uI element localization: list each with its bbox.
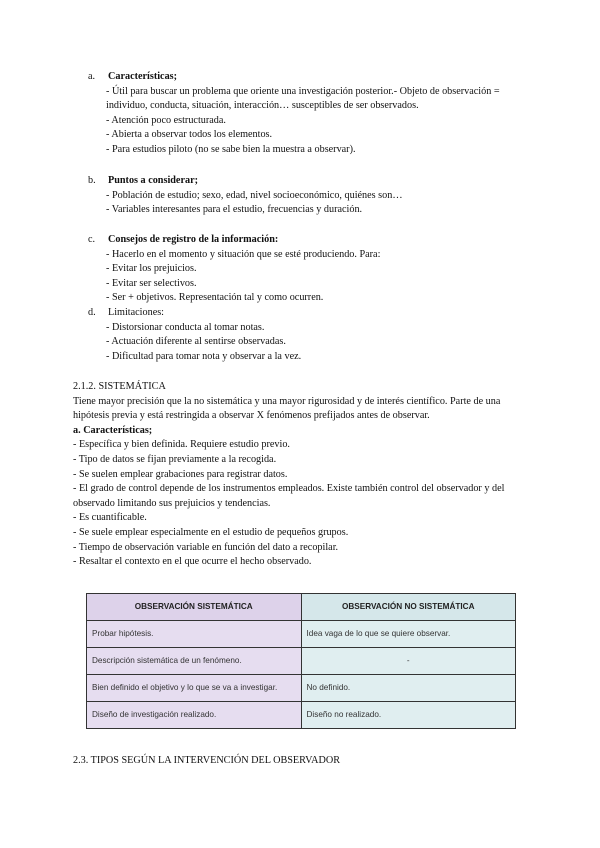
table-cell: Bien definido el objetivo y lo que se va a investigar. xyxy=(87,675,302,702)
section-b-header xyxy=(88,174,528,189)
sistematica-section xyxy=(73,380,529,570)
section-b-letter: b. xyxy=(88,175,96,186)
section-d-header xyxy=(88,306,528,321)
list-item: - Distorsionar conducta al tomar notas. xyxy=(106,321,265,333)
section-d-title: Limitaciones: xyxy=(108,307,165,318)
list-item: - Abierta a observar todos los elementos. xyxy=(106,129,273,141)
list-item: - Específica y bien definida. Requiere estudio previo. xyxy=(73,439,290,451)
list-item: - Útil para buscar un problema que oriente una investigación posterior.- Objeto de observación = individuo, conducta, situación, interacción… susceptibles de ser observados. xyxy=(106,85,500,112)
sistematica-intro: Tiene mayor precisión que la no sistemática y una mayor rigurosidad y de interés científico. Parte de una hipótesis previa y está restringida a observar X fenómenos prefijados antes de observar. xyxy=(73,395,501,422)
list-item: - Variables interesantes para el estudio, frecuencias y duración. xyxy=(106,204,363,216)
table-cell: Probar hipótesis. xyxy=(87,621,302,648)
list-item: - Dificultad para tomar nota y observar a la vez. xyxy=(106,350,302,362)
list-item: - Hacerlo en el momento y situación que se esté produciendo. Para: xyxy=(106,248,381,260)
section-d xyxy=(88,306,528,364)
list-item: - Evitar los prejuicios. xyxy=(106,263,197,275)
section-a-list xyxy=(88,85,528,158)
table-header-row xyxy=(87,594,516,621)
table-cell: No definido. xyxy=(301,675,516,702)
sistematica-heading: 2.1.2. SISTEMÁTICA xyxy=(73,381,166,392)
table-cell: Idea vaga de lo que se quiere observar. xyxy=(301,621,516,648)
list-item: - Atención poco estructurada. xyxy=(106,114,226,126)
list-item: - Resaltar el contexto en el que ocurre el hecho observado. xyxy=(73,556,312,568)
list-item: - Se suelen emplear grabaciones para registrar datos. xyxy=(73,468,288,480)
list-item: - Población de estudio; sexo, edad, nivel socioeconómico, quiénes son… xyxy=(106,189,403,201)
list-item: - Para estudios piloto (no se sabe bien la muestra a observar). xyxy=(106,143,356,155)
table-cell: Descripción sistemática de un fenómeno. xyxy=(87,648,302,675)
section-d-list xyxy=(88,321,528,365)
section-a xyxy=(88,70,528,158)
list-item: - El grado de control depende de los instrumentos empleados. Existe también control del observador y del observado limitando sus prejuicios y tendencias. xyxy=(73,483,505,509)
section-b xyxy=(88,174,528,218)
table-row xyxy=(87,648,516,675)
table-row xyxy=(87,675,516,702)
list-item: - Tiempo de observación variable en función del dato a recopilar. xyxy=(73,541,339,553)
list-item: - Se suele emplear especialmente en el estudio de pequeños grupos. xyxy=(73,526,349,538)
section-c-letter: c. xyxy=(88,234,96,245)
table-cell: Diseño de investigación realizado. xyxy=(87,702,302,729)
section-c xyxy=(88,233,528,306)
table-cell: - xyxy=(301,648,516,675)
section-a-title: Características; xyxy=(108,71,178,82)
table-cell: Diseño no realizado. xyxy=(301,702,516,729)
section-a-letter: a. xyxy=(88,71,96,82)
section-b-list xyxy=(88,189,528,218)
section-c-list xyxy=(88,248,528,306)
column-header-sistematica: OBSERVACIÓN SISTEMÁTICA xyxy=(87,594,302,621)
section-heading-2-3: 2.3. TIPOS SEGÚN LA INTERVENCIÓN DEL OBSERVADOR xyxy=(73,755,341,766)
section-c-title: Consejos de registro de la información: xyxy=(108,234,279,245)
table-row xyxy=(87,621,516,648)
list-item: - Ser + objetivos. Representación tal y como ocurren. xyxy=(106,292,324,304)
table-row xyxy=(87,702,516,729)
section-c-header xyxy=(88,233,528,248)
list-item: - Evitar ser selectivos. xyxy=(106,277,197,289)
section-a-header xyxy=(88,70,528,85)
section-d-letter: d. xyxy=(88,307,96,318)
list-item: - Es cuantificable. xyxy=(73,512,147,524)
column-header-no-sistematica: OBSERVACIÓN NO SISTEMÁTICA xyxy=(301,594,516,621)
list-item: - Actuación diferente al sentirse observadas. xyxy=(106,336,286,348)
section-b-title: Puntos a considerar; xyxy=(108,175,198,186)
sistematica-subheading: a. Características; xyxy=(73,424,153,436)
list-item: - Tipo de datos se fijan previamente a la recogida. xyxy=(73,453,277,465)
comparison-table xyxy=(86,593,516,729)
